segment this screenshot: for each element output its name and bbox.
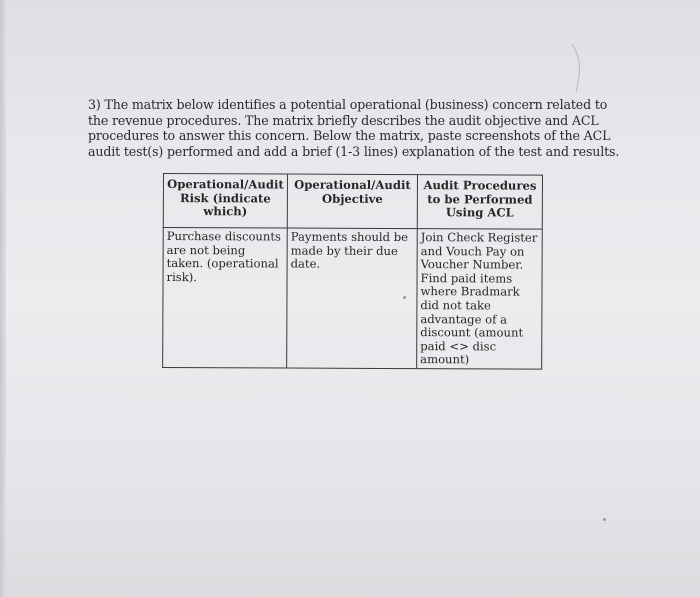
question-text: 3) The matrix below identifies a potential operational (business) concern related to the revenue procedures. The matrix briefly describes the audit objective and ACL procedures to answer this concern. Below the matrix, paste screenshots of the ACL audit test(s) performed and add a brief (1-3 lines) explanation of the test and results.: [88, 97, 620, 159]
header-procedures: Audit Procedures to be Performed Using ACL: [417, 175, 542, 230]
table-row: [163, 228, 543, 370]
page-edge: [0, 0, 6, 597]
header-risk: Operational/Audit Risk (indicate which): [163, 174, 287, 229]
paper-speck: [403, 296, 406, 299]
paper-speck: [603, 518, 606, 521]
paper-crease-mark: [520, 40, 600, 100]
audit-matrix-table: [162, 173, 543, 370]
header-objective: Operational/Audit Objective: [287, 174, 417, 229]
table-header-row: [163, 174, 542, 230]
cell-objective: Payments should be made by their due date.: [287, 228, 418, 369]
cell-procedures: Join Check Register and Vouch Pay on Voucher Number. Find paid items where Bradmark did not take advantage of a discount (amount paid <> disc amount): [417, 229, 543, 369]
cell-risk: Purchase discounts are not being taken. (operational risk).: [163, 228, 288, 368]
